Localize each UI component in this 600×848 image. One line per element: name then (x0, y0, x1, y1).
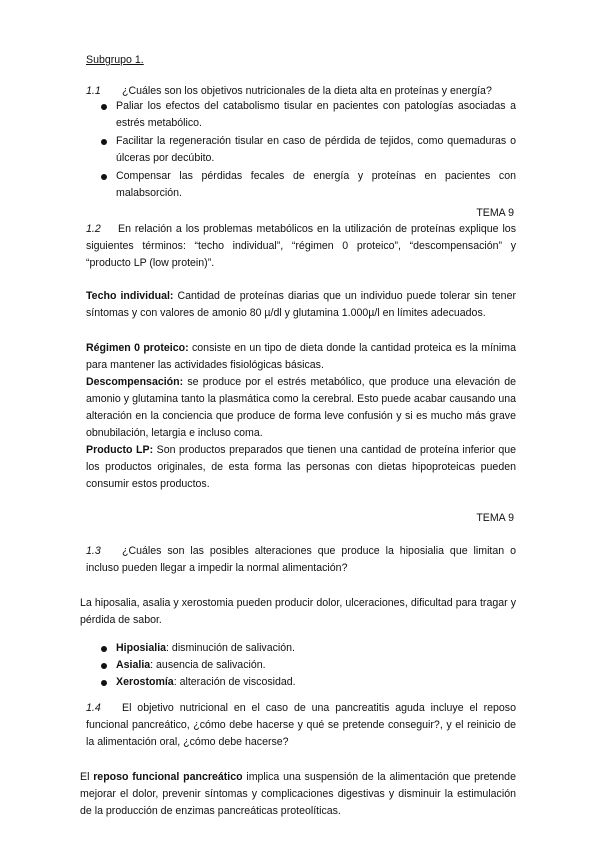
question-text: ¿Cuáles son las posibles alteraciones que produce la hiposialia que limitan o incluso pueden llegar a impedir la normal alimentación? (86, 545, 516, 574)
list-item-term: Xerostomía (116, 676, 174, 688)
bullet-icon (101, 174, 107, 180)
question-number: 1.1 (86, 85, 101, 97)
definition-term: Techo individual: (86, 290, 174, 302)
question-text: El objetivo nutricional en el caso de una pancreatitis aguda incluye el reposo funcional pancreático, ¿cómo debe hacerse y qué se pretende conseguir?, y el reinicio de la alimentación oral, ¿cómo debe hacerse? (86, 702, 516, 748)
topic-label: TEMA 9 (476, 207, 514, 219)
definition-term: Régimen 0 proteico: (86, 342, 189, 354)
list-item (116, 674, 296, 690)
question-1-3 (86, 543, 516, 577)
bullet-icon (101, 646, 107, 652)
question-number: 1.4 (86, 702, 101, 714)
topic-label: TEMA 9 (476, 512, 514, 524)
answer-1-4 (80, 769, 516, 820)
definition-text: Son productos preparados que tienen una cantidad de proteína inferior que los productos originales, de esta forma las personas con dietas hipoproteicas pueden consumir estos productos. (86, 444, 516, 490)
list-item: Facilitar la regeneración tisular en caso de pérdida de tejidos, como quemaduras o úlceras por decúbito. (116, 135, 516, 164)
answer-term: reposo funcional pancreático (93, 771, 243, 783)
question-1-4 (86, 700, 516, 751)
definition-term: Descompensación: (86, 376, 184, 388)
bullet-icon (101, 139, 107, 145)
bullet-icon (101, 680, 107, 686)
list-item-text: : disminución de salivación. (166, 642, 296, 654)
question-text: ¿Cuáles son los objetivos nutricionales de la dieta alta en proteínas y energía? (122, 85, 492, 97)
definition-text: consiste en un tipo de dieta donde la cantidad proteica es la mínima para mantener las actividades fisiológicas básicas. (86, 342, 516, 371)
definition-descompensacion (86, 374, 516, 442)
definition-text: Cantidad de proteínas diarias que un individuo puede tolerar sin tener síntomas y con valores de amonio 80 µ/dl y glutamina 1.000µ/l en límites adecuados. (86, 290, 516, 319)
bullet-icon (101, 663, 107, 669)
list-item: Compensar las pérdidas fecales de energía y proteínas en pacientes con malabsorción. (116, 170, 516, 199)
answer-text: implica una suspensión de la alimentación que pretende mejorar el dolor, prevenir síntomas y complicaciones digestivas y disminuir la estimulación de la producción de enzimas pancreáticas proteolíticas. (80, 771, 516, 817)
list-item-text: : alteración de viscosidad. (173, 676, 296, 688)
list-item-text: : ausencia de salivación. (150, 659, 266, 671)
answer-1-3: La hiposalia, asalia y xerostomia pueden producir dolor, ulceraciones, dificultad para tragar y pérdida de sabor. (80, 597, 516, 626)
definition-producto-lp (86, 442, 516, 493)
list-item-term: Hiposialia (116, 642, 167, 654)
answer-text: El (80, 771, 94, 783)
definition-text: se produce por el estrés metabólico, que produce una elevación de amonio y glutamina tanto la plasmática como la cerebral. Esto puede acabar causando una alteración en la conciencia que produce de forma leve confusión y si es mucho más grave obnubilación, letargia e incluso coma. (86, 376, 516, 439)
question-number: 1.3 (86, 545, 101, 557)
subgroup-title: Subgrupo 1. (86, 54, 144, 66)
question-text: En relación a los problemas metabólicos en la utilización de proteínas explique los siguientes términos: “techo individual”, “régimen 0 proteico”, “descompensación” y “producto LP (low protein)”. (86, 223, 516, 269)
bullet-icon (101, 104, 107, 110)
question-1-2 (86, 221, 516, 272)
list-item-term: Asialia (116, 659, 151, 671)
question-1-1 (86, 83, 516, 99)
list-item (116, 657, 266, 673)
list-item: Paliar los efectos del catabolismo tisular en pacientes con patologías asociadas a estrés metabólico. (116, 100, 516, 129)
list-item (116, 640, 295, 656)
definition-regimen (86, 340, 516, 374)
question-number: 1.2 (86, 223, 101, 235)
definition-term: Producto LP: (86, 444, 154, 456)
definition-techo (86, 288, 516, 322)
